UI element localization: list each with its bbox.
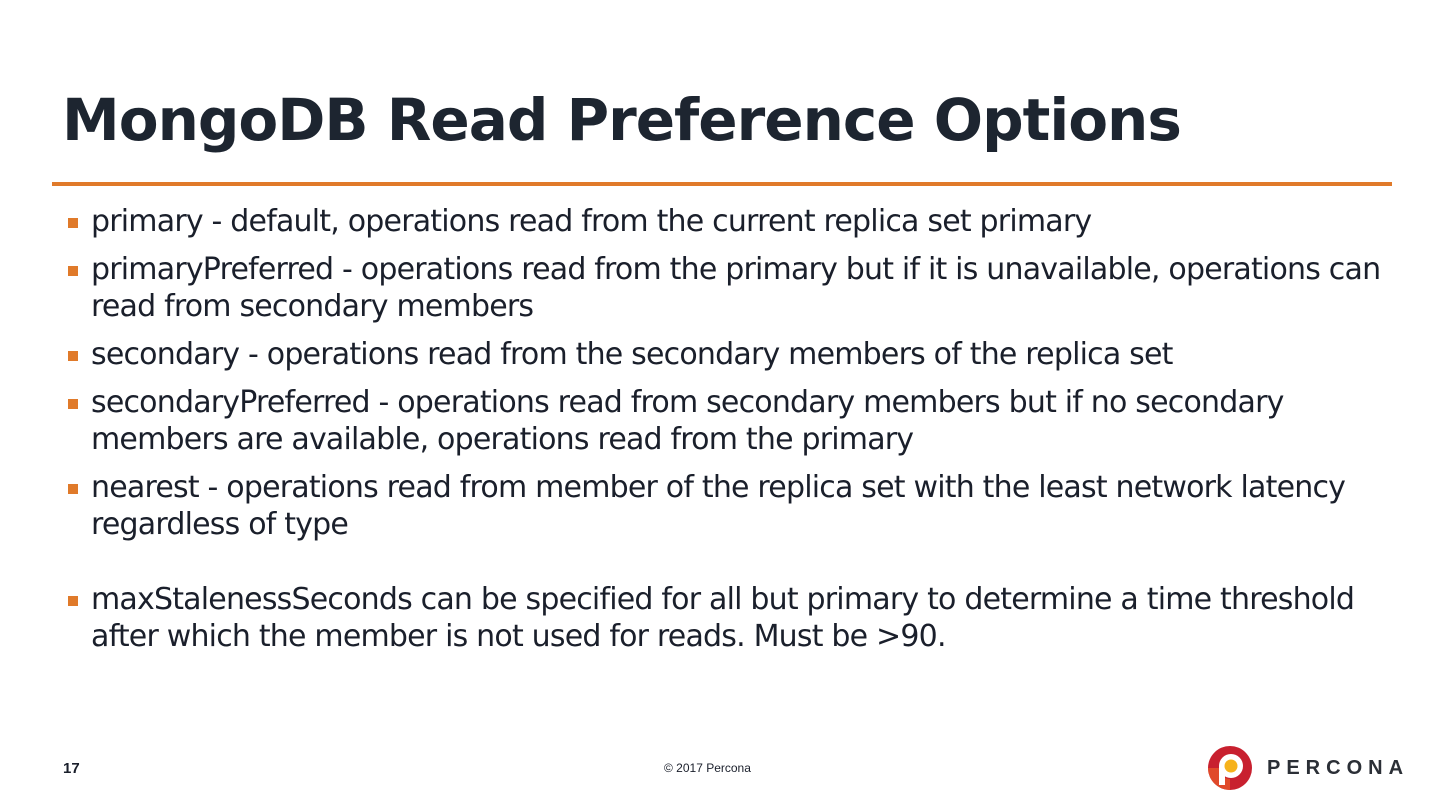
bullet-text: primaryPreferred - operations read from the primary but if it is unavailable, operations can read from secondary members [91,252,1381,324]
bullet-item-secondary [66,336,1386,373]
bullet-marker-icon [68,351,78,361]
bullet-marker-icon [68,266,78,276]
bullet-text: secondaryPreferred - operations read from secondary members but if no secondary members are available, operations read from the primary [91,385,1284,457]
percona-logo-icon [1207,745,1253,791]
slide-title: MongoDB Read Preference Options [62,86,1181,154]
logo-wordmark: PERCONA [1267,756,1410,779]
bullet-item-nearest [66,469,1386,543]
bullet-item-secondary-preferred [66,384,1386,458]
bullet-marker-icon [68,596,78,606]
copyright-notice: © 2017 Percona [664,761,751,775]
page-number: 17 [63,760,80,777]
bullet-item-max-staleness [66,581,1386,655]
bullet-text: maxStalenessSeconds can be specified for all but primary to determine a time threshold after which the member is not used for reads. Must be >90. [91,582,1355,654]
bullet-marker-icon [68,399,78,409]
title-divider [52,182,1392,186]
bullet-item-primary-preferred [66,251,1386,325]
bullet-text: secondary - operations read from the secondary members of the replica set [91,337,1173,372]
bullet-marker-icon [68,218,78,228]
bullet-text: primary - default, operations read from the current replica set primary [91,204,1092,239]
bullet-marker-icon [68,484,78,494]
bullet-text: nearest - operations read from member of the replica set with the least network latency regardless of type [91,470,1346,542]
percona-logo [1207,745,1409,791]
bullet-item-primary [66,203,1386,240]
bullet-list [66,203,1386,666]
